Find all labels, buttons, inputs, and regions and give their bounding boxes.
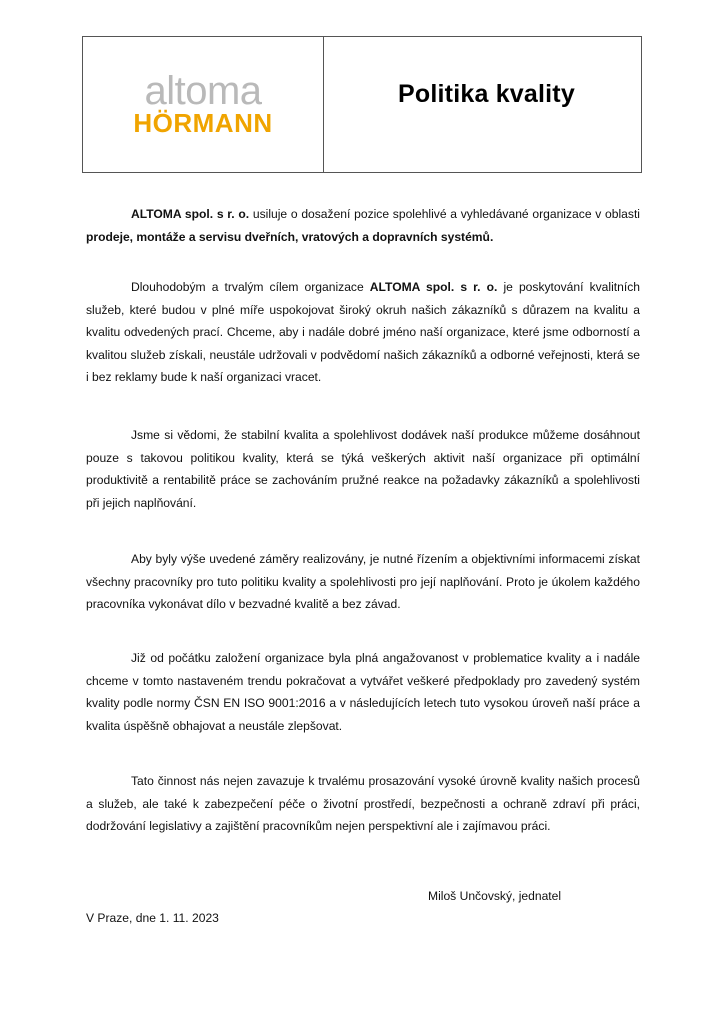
paragraph-6 [86, 770, 640, 838]
paragraph-3-text: Jsme si vědomi, že stabilní kvalita a spolehlivost dodávek naší produkce můžeme dosáhnout pouze s takovou politikou kvality, která se týká veškerých aktivit naší organizace při optimální produktivitě a rentabilitě práce se zachováním pružné reakce na požadavky zákazníků a spolehlivosti při jejich naplňování. [86, 428, 640, 510]
company-name: ALTOMA spol. s r. o. [131, 207, 250, 221]
paragraph-2-text: je poskytování kvalitních služeb, které budou v plné míře uspokojovat široký okruh našich zákazníků s důrazem na kvalitu a kvalitu odvedených prací. Chceme, aby i nadále dobré jméno naší organizace, které jsme odborností a kvalitou služeb získali, neustále udržovali v podvědomí našich zákazníků a odborné veřejnosti, která se i bez reklamy bude k naší organizaci vracet. [86, 280, 640, 384]
paragraph-2 [86, 276, 640, 389]
paragraph-1-text: usiluje o dosažení pozice spolehlivé a vyhledávané organizace v oblasti [249, 207, 640, 221]
header-table [82, 36, 642, 173]
paragraph-3 [86, 424, 640, 514]
logo-cell [83, 37, 324, 172]
document-title: Politika kvality [398, 80, 575, 108]
logo-altoma: altoma [144, 68, 262, 113]
paragraph-5 [86, 647, 640, 737]
place-date: V Praze, dne 1. 11. 2023 [86, 911, 219, 925]
paragraph-6-text: Tato činnost nás nejen zavazuje k trvalému prosazování vysoké úrovně kvality našich procesů a služeb, ale také k zabezpečení péče o životní prostředí, bezpečnosti a ochraně zdraví při práci, dodržování legislativy a zajištění pracovníkům nejen perspektivní ale i zajímavou práci. [86, 774, 640, 833]
paragraph-1 [86, 203, 640, 248]
business-areas: prodeje, montáže a servisu dveřních, vratových a dopravních systémů. [86, 229, 494, 244]
company-name: ALTOMA spol. s r. o. [369, 280, 498, 294]
paragraph-2-intro: Dlouhodobým a trvalým cílem organizace [131, 280, 370, 294]
title-cell [324, 37, 641, 172]
paragraph-5-text: Již od počátku založení organizace byla plná angažovanost v problematice kvality a i nadále chceme v tomto nastaveném trendu pokračovat a vytvářet veškeré předpoklady pro zavedený systém kvality podle normy ČSN EN ISO 9001:2016 a v následujících letech tuto vysokou úroveň naší práce a kvalita úspěšně obhajovat a neustále zlepšovat. [86, 651, 640, 733]
paragraph-4-text: Aby byly výše uvedené záměry realizovány, je nutné řízením a objektivními informacemi získat všechny pracovníky pro tuto politiku kvality a spolehlivosti pro její naplňování. Proto je úkolem každého pracovníka vykonávat dílo v bezvadné kvalitě a bez závad. [86, 552, 640, 611]
signature: Miloš Unčovský, jednatel [428, 889, 562, 903]
logo-hormann: HÖRMANN [133, 107, 273, 138]
paragraph-4 [86, 548, 640, 616]
